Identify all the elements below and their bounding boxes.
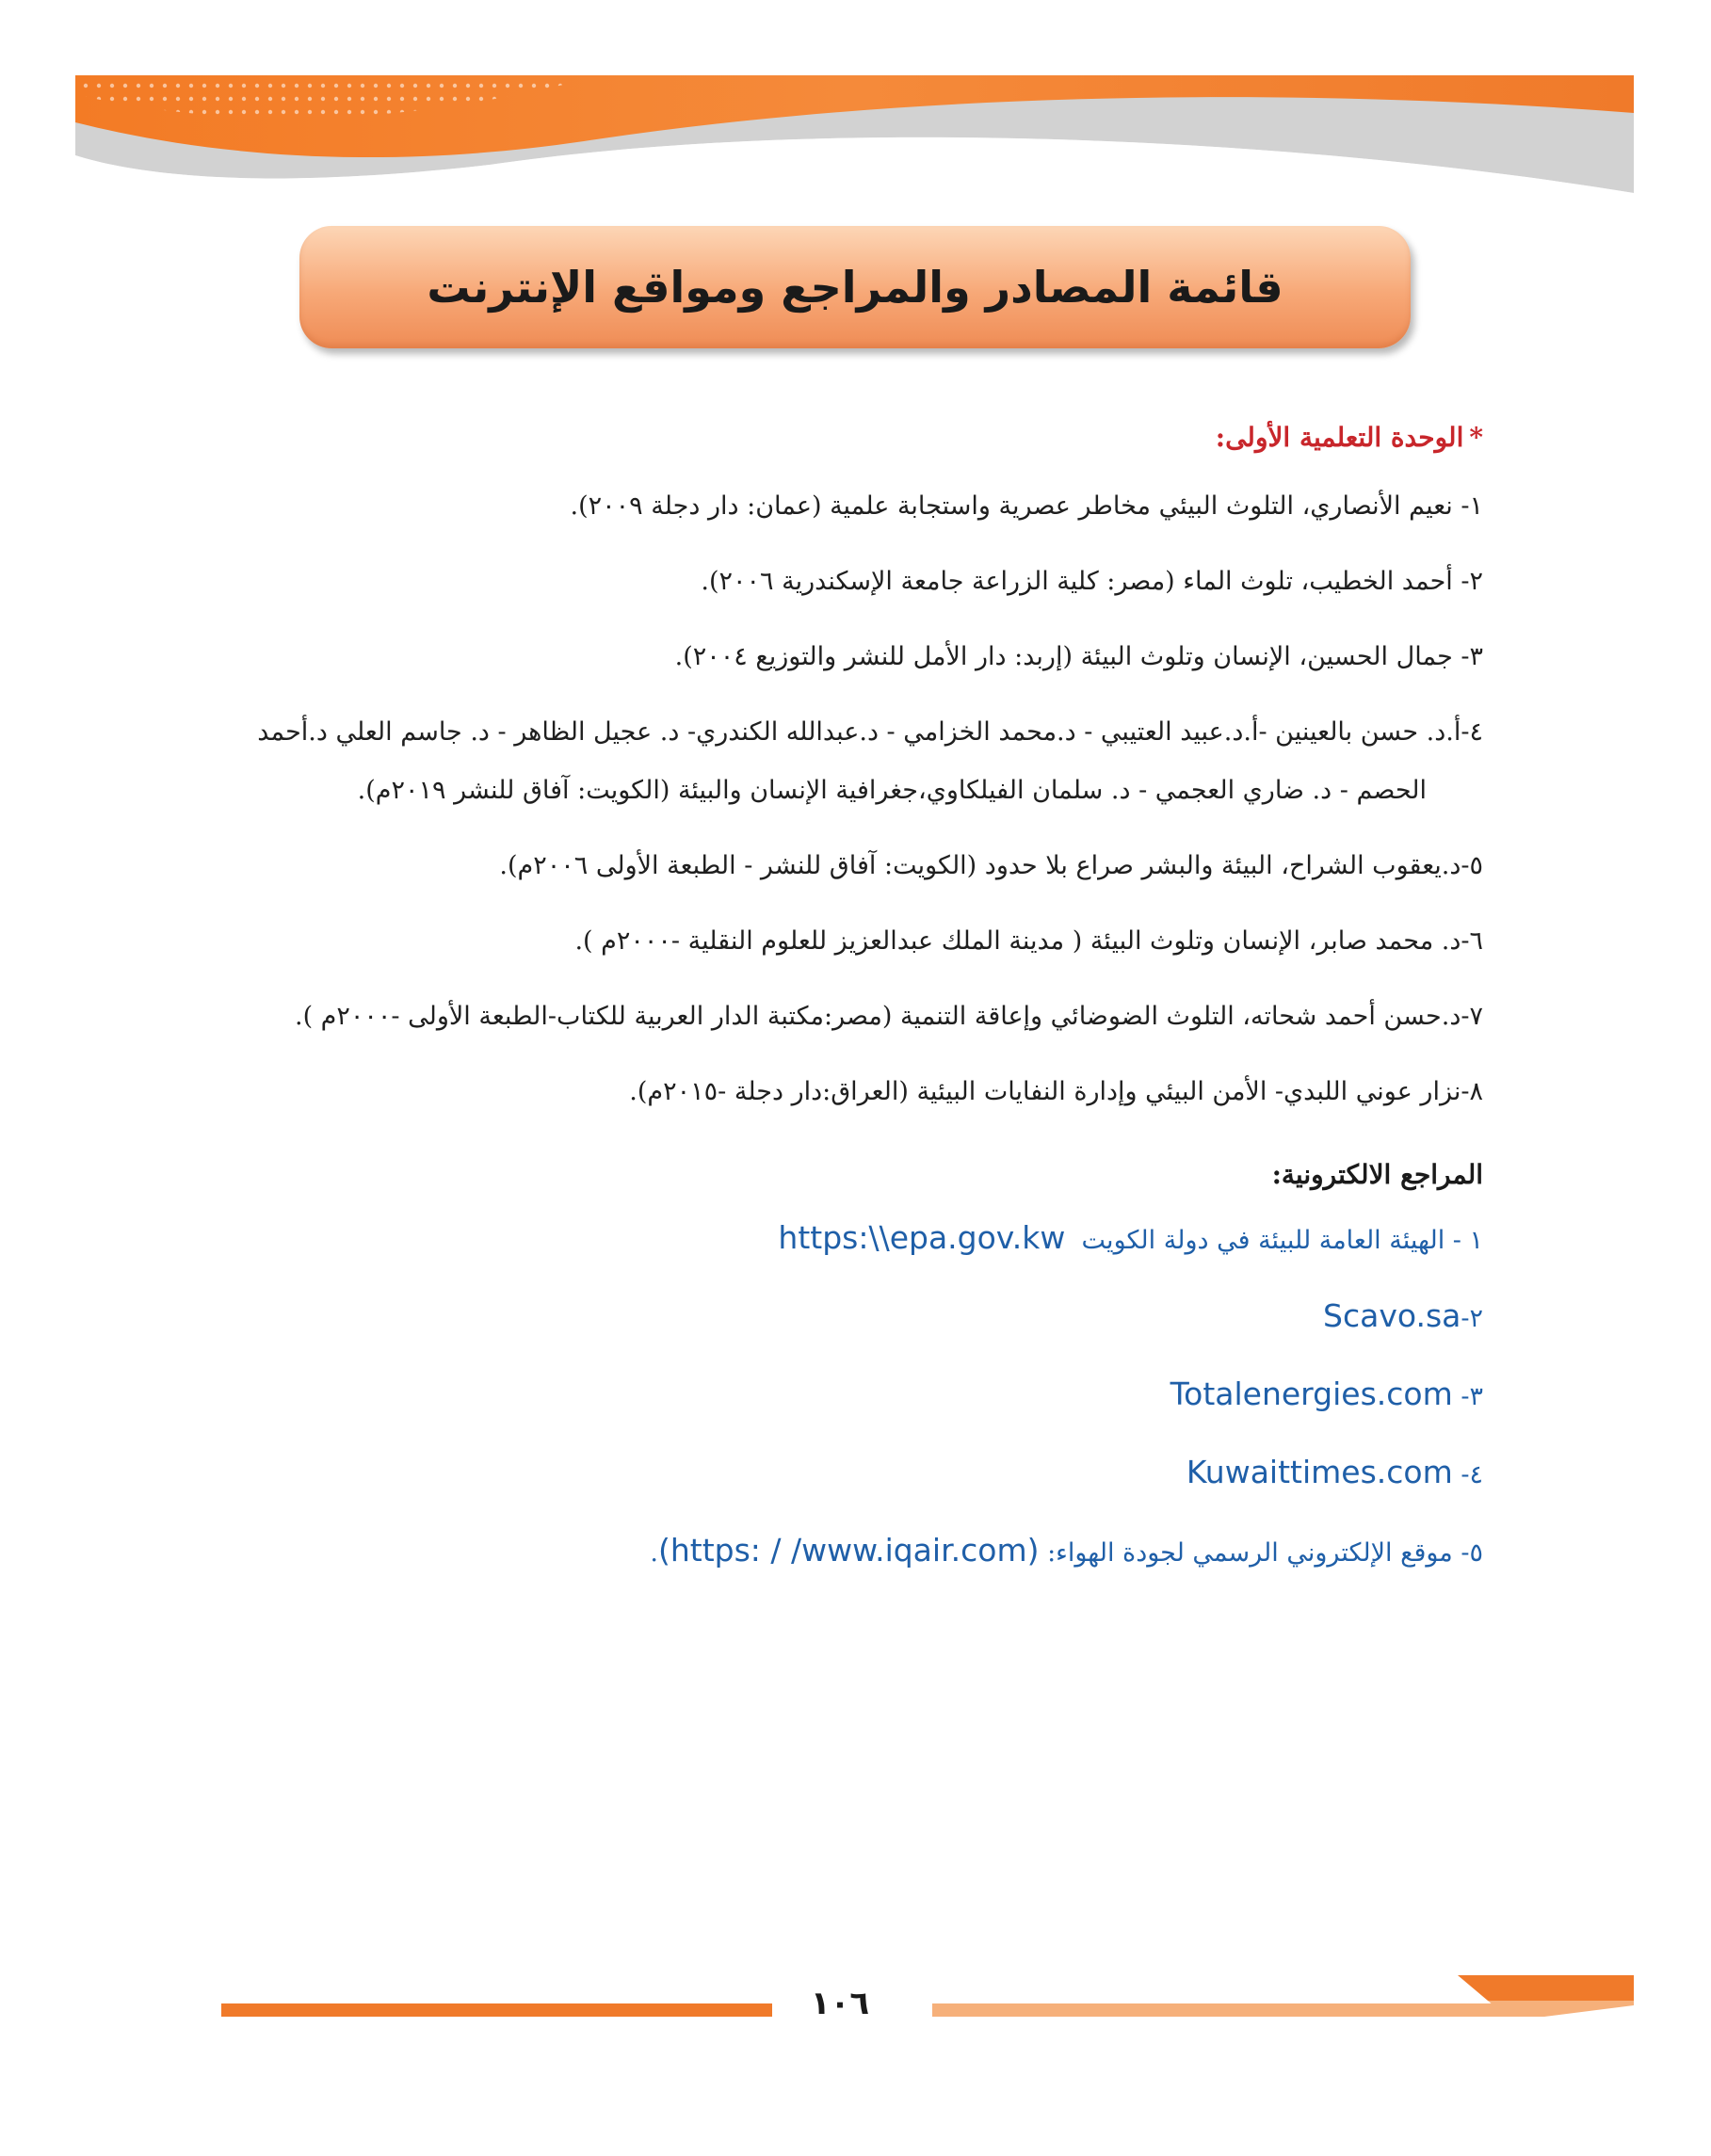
reference-link[interactable]: Totalenergies.com xyxy=(1170,1376,1453,1412)
electronic-reference-item xyxy=(221,1211,1483,1268)
reference-item: ٤-أ.د. حسن بالعينين -أ.د.عبيد العتيبي - د.محمد الخزامي - د.عبدالله الكندري- د. عجيل الظاهر - د. جاسم العلي د.أحمد الحصم - د. ضاري العجمي - د. سلمان الفيلكاوي،جغرافية الإنسان والبيئة (الكويت: آفاق للنشر ٢٠١٩م). xyxy=(257,717,1483,805)
reference-label: ٢- xyxy=(1461,1304,1483,1333)
header-banner xyxy=(0,0,1711,226)
star-icon: * xyxy=(1469,422,1483,453)
reference-label: ٤- xyxy=(1461,1460,1483,1489)
reference-item: ٢- أحمد الخطيب، تلوث الماء (مصر: كلية الزراعة جامعة الإسكندرية ٢٠٠٦). xyxy=(701,567,1483,596)
page-number: ١٠٦ xyxy=(810,1985,870,2022)
reference-suffix: . xyxy=(650,1538,658,1568)
unit-heading-text: الوحدة التعلمية الأولى: xyxy=(1215,422,1464,453)
page-title: قائمة المصادر والمراجع ومواقع الإنترنت xyxy=(427,262,1283,313)
reference-label: ٣- xyxy=(1461,1382,1483,1411)
unit-heading xyxy=(221,422,1483,453)
reference-item: ٧-د.حسن أحمد شحاته، التلوث الضوضائي وإعاقة التنمية (مصر:مكتبة الدار العربية للكتاب-الطبعة الأولى -٢٠٠٠م ). xyxy=(294,1002,1483,1031)
electronic-reference-item xyxy=(221,1445,1483,1503)
reference-link[interactable]: (https: / /www.iqair.com) xyxy=(658,1532,1040,1569)
reference-link[interactable]: Kuwaittimes.com xyxy=(1186,1454,1453,1490)
reference-label: ١ - الهيئة العامة للبيئة في دولة الكويت xyxy=(1081,1226,1483,1255)
reference-item: ٨-نزار عوني اللبدي- الأمن البيئي وإدارة النفايات البيئية (العراق:دار دجلة -٢٠١٥م). xyxy=(629,1077,1483,1106)
electronic-reference-item xyxy=(221,1523,1483,1581)
references-content xyxy=(221,414,1483,1601)
reference-item: ١- نعيم الأنصاري، التلوث البيئي مخاطر عصرية واستجابة علمية (عمان: دار دجلة ٢٠٠٩). xyxy=(570,491,1483,521)
reference-item: ٦-د. محمد صابر، الإنسان وتلوث البيئة ( مدينة الملك عبدالعزيز للعلوم النقلية -٢٠٠٠م ). xyxy=(574,926,1483,956)
reference-item: ٥-د.يعقوب الشراح، البيئة والبشر صراع بلا حدود (الكويت: آفاق للنشر - الطبعة الأولى ٢٠٠٦م). xyxy=(499,851,1483,880)
electronic-reference-item xyxy=(221,1289,1483,1346)
reference-link[interactable]: https:\\epa.gov.kw xyxy=(778,1219,1066,1256)
reference-item: ٣- جمال الحسين، الإنسان وتلوث البيئة (إربد: دار الأمل للنشر والتوزيع ٢٠٠٤). xyxy=(674,642,1483,671)
reference-label: ٥- موقع الإلكتروني الرسمي لجودة الهواء: xyxy=(1047,1538,1483,1568)
reference-link[interactable]: Scavo.sa xyxy=(1323,1297,1461,1334)
electronic-references-heading: المراجع الالكترونية: xyxy=(1271,1159,1483,1190)
title-banner xyxy=(299,226,1411,348)
electronic-reference-item xyxy=(221,1367,1483,1424)
